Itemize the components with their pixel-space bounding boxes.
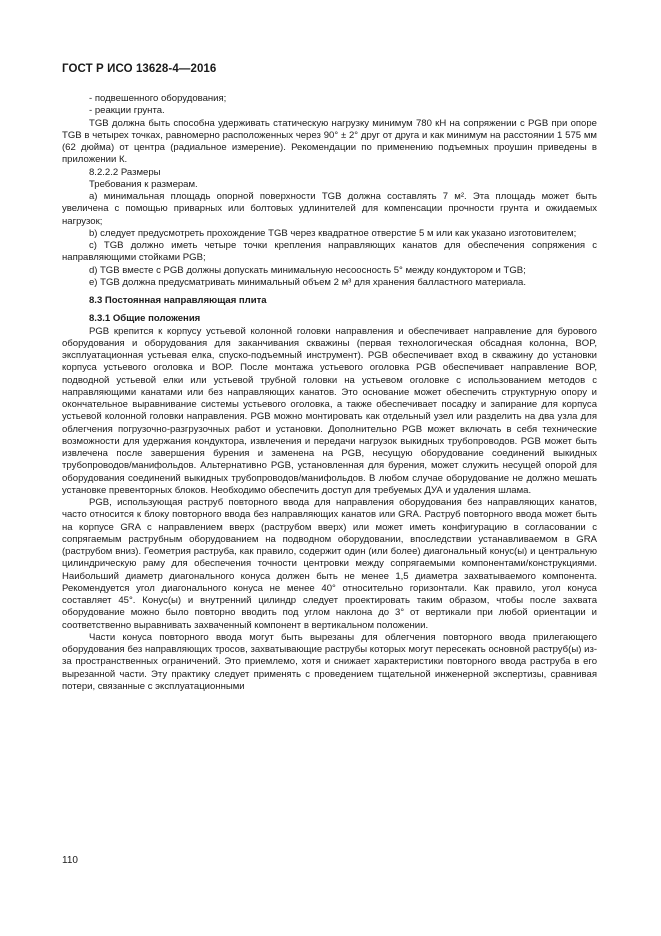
subsection-title: 8.2.2.2 Размеры [89,166,161,178]
paragraph: Части конуса повторного ввода могут быть вырезаны для облегчения повторного ввода прилегающего оборудования без направляющих тросов, захватывающие раструбы которых могут пересекать основной раструб(ы) из-за пространственных ограничений. Это приемлемо, хотя и снижает характеристики повторного ввода раструба в его вырезанной части. Эту практику следует применять с проведением тщательной инженерной экспертизы, сравнивая потери, связанные с эксплуатационными [62,631,597,692]
list-item: - подвешенного оборудования; [89,93,227,104]
paragraph: PGB, использующая раструб повторного ввода для направления оборудования без направляющих канатов, часто относится к блоку повторного ввода без направляющих канатов или GRA. Раструб повторного ввода может быть на корпусе GRA с направлением вверх (раструбом вверх) или может иметь конфигурацию в согласовании с сопрягаемым раструбным оборудованием на подводном оборудовании, впоследствии устанавливаемом в GRA (раструбом вниз). Геометрия раструба, как правило, содержит один (или более) диагональный конус(ы) и центральную цилиндрическую раму для обеспечения точности центровки между сопрягаемыми компонентами/конструкциями. Наибольший диаметр диагонального конуса должен быть не менее 1,5 диаметра захватываемого компонента. Рекомендуется угол диагонального конуса не менее 40° относительно горизонтали. Как правило, угол конуса составляет 45°. Конус(ы) и внутренний цилиндр следует проектировать таким образом, чтобы после захвата оборудование можно было повторно вводить под углом наклона до 3° от вертикали при любой ориентации и соответственно выравнивать захваченный компонент в вертикальном положении. [62,497,597,631]
paragraph: PGB крепится к корпусу устьевой колонной головки направления и обеспечивает направление для бурового оборудования и оборудования для заканчивания скважины (первая технологическая обсадная колонна, BOP, эксплуатационная устьевая елка, спуско-подъемный инструмент). PGB обеспечивает вход в скважину до установки корпуса устьевого оголовка и BOP. После монтажа устьевого оголовка PGB обеспечивает направление BOP, подводной устьевой елки или устьевой трубной головки на устьевом оголовке с использованием методов с направляющими канатами или без направляющих канатов. Это основание может обеспечить структурную опору и окончательное выравнивание системы устьевого оголовка, а также обеспечивает посадку и запирание для корпуса устьевой колонной головки направления. PGB можно монтировать как отдельный узел или разделить на два узла для облегчения погрузочно-разгрузочных работ и установки. Дополнительно PGB может включать в себя технические возможности для удержания кондуктора, извлечения и передачи нагрузок выкидных трубопроводов. PGB может быть извлечена после завершения бурения и заменена на PGB, несущую оборудование соединений выкидных трубопроводов/манифольдов. Альтернативно PGB, установленная для бурения, может служить несущей опорой для оборудования соединений выкидных трубопроводов/манифольдов. В любом случае оборудование не должно мешать установке превенторных блоков. Необходимо обеспечить доступ для требуемых ДУА и удаления шлама. [62,325,597,496]
page-body [62,93,597,693]
document-header: ГОСТ Р ИСО 13628-4—2016 [62,63,217,75]
section-heading: 8.3 Постоянная направляющая плита [89,295,267,306]
list-item: а) минимальная площадь опорной поверхности TGB должна составлять 7 м². Эта площадь может быть увеличена с помощью приварных или болтовых удлинителей для компенсации прочности грунта и ожидаемых нагрузок; [62,191,597,227]
list-item: b) следует предусмотреть прохождение TGB через квадратное отверстие 5 м или как указано изготовителем; [89,227,577,239]
subsection-heading: 8.3.1 Общие положения [89,313,201,325]
list-item: d) TGB вместе с PGB должны допускать минимальную несоосность 5° между кондуктором и TGB; [89,264,526,276]
paragraph: TGB должна быть способна удерживать статическую нагрузку минимум 780 кН на сопряжении с PGB при опоре TGB в четырех точках, равномерно расположенных через 90° ± 2° друг от друга и как минимум на расстоянии 1 575 мм (62 дюйма) от центра (радиальное измерение). Рекомендации по применению подъемных проушин приведены в приложении К. [62,117,597,166]
page-number: 110 [62,855,78,866]
list-item: c) TGB должно иметь четыре точки крепления направляющих канатов для обеспечения сопряжения с направляющими стойками PGB; [62,240,597,264]
paragraph: Требования к размерам. [89,178,198,190]
list-item: - реакции грунта. [89,105,165,117]
list-item: е) TGB должна предусматривать минимальный объем 2 м³ для хранения балластного материала. [89,276,527,288]
